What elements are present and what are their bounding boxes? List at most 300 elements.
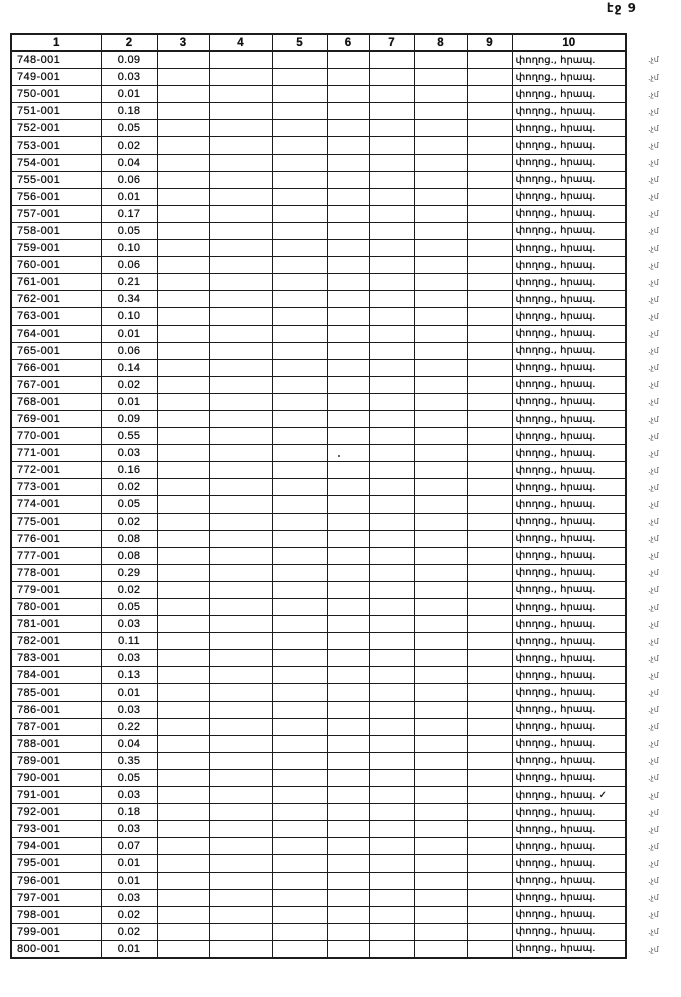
empty-cell bbox=[414, 69, 467, 86]
street-note-cell: փողոց., հրապ. bbox=[512, 564, 626, 581]
empty-cell bbox=[414, 530, 467, 547]
table-row bbox=[11, 650, 680, 667]
empty-cell bbox=[272, 684, 327, 701]
table-row bbox=[11, 274, 680, 291]
table-row bbox=[11, 188, 680, 205]
empty-cell bbox=[157, 940, 209, 958]
empty-cell bbox=[272, 581, 327, 598]
empty-cell bbox=[467, 838, 512, 855]
empty-cell bbox=[272, 787, 327, 804]
empty-cell bbox=[327, 889, 369, 906]
empty-cell bbox=[327, 257, 369, 274]
street-note-cell: փողոց., հրապ. bbox=[512, 103, 626, 120]
street-note-cell: փողոց., հրապ. bbox=[512, 240, 626, 257]
table-row bbox=[11, 718, 680, 735]
street-note-cell: փողոց., հրապ. bbox=[512, 616, 626, 633]
row-id-cell: 796-001 bbox=[11, 872, 101, 889]
table-row bbox=[11, 547, 680, 564]
empty-cell bbox=[327, 581, 369, 598]
value-cell: 0.03 bbox=[101, 445, 157, 462]
empty-cell bbox=[327, 667, 369, 684]
street-note-cell: փողոց., հրապ. bbox=[512, 291, 626, 308]
empty-cell bbox=[157, 599, 209, 616]
empty-cell bbox=[157, 154, 209, 171]
empty-cell bbox=[272, 906, 327, 923]
empty-cell bbox=[369, 342, 414, 359]
empty-cell bbox=[157, 513, 209, 530]
row-id-cell: 780-001 bbox=[11, 599, 101, 616]
street-note-cell: փողոց., հրապ. bbox=[512, 154, 626, 171]
empty-cell bbox=[272, 137, 327, 154]
empty-cell bbox=[327, 769, 369, 786]
empty-cell bbox=[327, 496, 369, 513]
margin-note: .չմ bbox=[648, 465, 659, 475]
street-note-cell: փողոց., հրապ. bbox=[512, 513, 626, 530]
empty-cell bbox=[209, 137, 272, 154]
empty-cell bbox=[369, 291, 414, 308]
value-cell: 0.01 bbox=[101, 940, 157, 958]
table-row bbox=[11, 103, 680, 120]
empty-cell bbox=[467, 188, 512, 205]
empty-cell bbox=[157, 872, 209, 889]
margin-note: .չմ bbox=[648, 790, 659, 800]
row-id-cell: 793-001 bbox=[11, 821, 101, 838]
empty-cell bbox=[209, 86, 272, 103]
row-id-cell: 763-001 bbox=[11, 308, 101, 325]
table-row bbox=[11, 69, 680, 86]
value-cell: 0.02 bbox=[101, 906, 157, 923]
empty-cell bbox=[272, 274, 327, 291]
table-row bbox=[11, 940, 680, 958]
margin-note: .չմ bbox=[648, 55, 659, 65]
empty-cell bbox=[327, 410, 369, 427]
street-note-cell: փողոց., հրապ. bbox=[512, 325, 626, 342]
street-note-cell: փողոց., հրապ. bbox=[512, 752, 626, 769]
empty-cell bbox=[327, 923, 369, 940]
empty-cell bbox=[272, 222, 327, 239]
empty-cell bbox=[369, 616, 414, 633]
table-row bbox=[11, 154, 680, 171]
empty-cell bbox=[369, 103, 414, 120]
row-id-cell: 769-001 bbox=[11, 410, 101, 427]
empty-cell bbox=[327, 804, 369, 821]
empty-cell bbox=[369, 308, 414, 325]
row-id-cell: 765-001 bbox=[11, 342, 101, 359]
empty-cell bbox=[209, 787, 272, 804]
value-cell: 0.01 bbox=[101, 86, 157, 103]
empty-cell bbox=[369, 120, 414, 137]
empty-cell bbox=[272, 393, 327, 410]
empty-cell bbox=[327, 872, 369, 889]
row-id-cell: 779-001 bbox=[11, 581, 101, 598]
table-row bbox=[11, 137, 680, 154]
table-row bbox=[11, 667, 680, 684]
empty-cell bbox=[209, 291, 272, 308]
empty-cell bbox=[157, 752, 209, 769]
empty-cell bbox=[414, 701, 467, 718]
value-cell: 0.16 bbox=[101, 462, 157, 479]
empty-cell bbox=[272, 86, 327, 103]
margin-note: .չմ bbox=[648, 397, 659, 407]
empty-cell bbox=[414, 410, 467, 427]
empty-cell bbox=[327, 650, 369, 667]
table-row bbox=[11, 291, 680, 308]
margin-note: .չմ bbox=[648, 636, 659, 646]
empty-cell bbox=[467, 906, 512, 923]
value-cell: 0.05 bbox=[101, 222, 157, 239]
street-note-cell: փողոց., հրապ. bbox=[512, 137, 626, 154]
value-cell: 0.35 bbox=[101, 752, 157, 769]
empty-cell bbox=[209, 769, 272, 786]
empty-cell bbox=[467, 103, 512, 120]
empty-cell bbox=[369, 257, 414, 274]
empty-cell bbox=[272, 530, 327, 547]
empty-cell bbox=[414, 154, 467, 171]
margin-spacer bbox=[626, 34, 680, 51]
value-cell: 0.08 bbox=[101, 547, 157, 564]
empty-cell bbox=[327, 308, 369, 325]
value-cell: 0.11 bbox=[101, 633, 157, 650]
street-note-cell: փողոց., հրապ. bbox=[512, 86, 626, 103]
empty-cell bbox=[467, 222, 512, 239]
margin-note: .չմ bbox=[648, 602, 659, 612]
margin-note: .չմ bbox=[648, 619, 659, 629]
empty-cell bbox=[369, 86, 414, 103]
empty-cell bbox=[414, 205, 467, 222]
header-row bbox=[11, 34, 680, 51]
empty-cell bbox=[157, 650, 209, 667]
empty-cell bbox=[272, 171, 327, 188]
empty-cell bbox=[327, 325, 369, 342]
empty-cell bbox=[209, 906, 272, 923]
value-cell: 0.03 bbox=[101, 889, 157, 906]
empty-cell bbox=[157, 701, 209, 718]
margin-note: .չմ bbox=[648, 944, 659, 954]
empty-cell bbox=[272, 479, 327, 496]
margin-note: .չմ bbox=[648, 893, 659, 903]
value-cell: 0.01 bbox=[101, 393, 157, 410]
empty-cell bbox=[272, 359, 327, 376]
value-cell: 0.01 bbox=[101, 855, 157, 872]
margin-note: .չմ bbox=[648, 824, 659, 834]
street-note-cell: փողոց., հրապ. bbox=[512, 855, 626, 872]
street-note-cell: փողոց., հրապ. bbox=[512, 581, 626, 598]
empty-cell bbox=[327, 752, 369, 769]
empty-cell bbox=[414, 462, 467, 479]
empty-cell bbox=[157, 222, 209, 239]
value-cell: 0.21 bbox=[101, 274, 157, 291]
empty-cell bbox=[157, 410, 209, 427]
value-cell: 0.55 bbox=[101, 428, 157, 445]
street-note-cell: փողոց., հրապ. bbox=[512, 804, 626, 821]
row-id-cell: 755-001 bbox=[11, 171, 101, 188]
empty-cell bbox=[414, 821, 467, 838]
empty-cell bbox=[467, 240, 512, 257]
empty-cell bbox=[157, 479, 209, 496]
row-id-cell: 774-001 bbox=[11, 496, 101, 513]
row-id-cell: 776-001 bbox=[11, 530, 101, 547]
empty-cell bbox=[369, 154, 414, 171]
table-row bbox=[11, 410, 680, 427]
value-cell: 0.07 bbox=[101, 838, 157, 855]
margin-note: .չմ bbox=[648, 534, 659, 544]
empty-cell bbox=[272, 616, 327, 633]
street-note-cell: փողոց., հրապ. bbox=[512, 410, 626, 427]
table-row bbox=[11, 838, 680, 855]
street-note-cell: փողոց., հրապ. bbox=[512, 342, 626, 359]
margin-note: .չմ bbox=[648, 175, 659, 185]
empty-cell bbox=[414, 633, 467, 650]
value-cell: 0.08 bbox=[101, 530, 157, 547]
empty-cell bbox=[467, 205, 512, 222]
margin-note: .չմ bbox=[648, 585, 659, 595]
empty-cell bbox=[209, 51, 272, 69]
empty-cell bbox=[209, 752, 272, 769]
empty-cell bbox=[414, 222, 467, 239]
empty-cell bbox=[209, 462, 272, 479]
empty-cell bbox=[327, 376, 369, 393]
row-id-cell: 799-001 bbox=[11, 923, 101, 940]
empty-cell bbox=[467, 564, 512, 581]
empty-cell bbox=[157, 188, 209, 205]
empty-cell bbox=[209, 684, 272, 701]
empty-cell bbox=[414, 428, 467, 445]
value-cell: 0.09 bbox=[101, 51, 157, 69]
row-id-cell: 792-001 bbox=[11, 804, 101, 821]
empty-cell bbox=[467, 120, 512, 137]
empty-cell bbox=[369, 735, 414, 752]
empty-cell bbox=[467, 616, 512, 633]
row-id-cell: 762-001 bbox=[11, 291, 101, 308]
empty-cell bbox=[209, 188, 272, 205]
margin-note: .չմ bbox=[648, 910, 659, 920]
empty-cell bbox=[272, 496, 327, 513]
table-row bbox=[11, 701, 680, 718]
col-header-8: 8 bbox=[414, 34, 467, 51]
empty-cell bbox=[209, 342, 272, 359]
col-header-3: 3 bbox=[157, 34, 209, 51]
row-id-cell: 751-001 bbox=[11, 103, 101, 120]
empty-cell bbox=[327, 359, 369, 376]
value-cell: 0.06 bbox=[101, 171, 157, 188]
empty-cell bbox=[157, 69, 209, 86]
empty-cell bbox=[209, 667, 272, 684]
empty-cell bbox=[467, 530, 512, 547]
row-id-cell: 770-001 bbox=[11, 428, 101, 445]
table-row bbox=[11, 171, 680, 188]
empty-cell bbox=[414, 684, 467, 701]
empty-cell bbox=[327, 393, 369, 410]
empty-cell bbox=[369, 769, 414, 786]
table-row bbox=[11, 513, 680, 530]
table-row bbox=[11, 530, 680, 547]
street-note-cell: փողոց., հրապ. bbox=[512, 633, 626, 650]
empty-cell bbox=[209, 872, 272, 889]
empty-cell bbox=[157, 137, 209, 154]
empty-cell bbox=[327, 616, 369, 633]
empty-cell bbox=[414, 257, 467, 274]
table-row bbox=[11, 479, 680, 496]
value-cell: 0.13 bbox=[101, 667, 157, 684]
street-note-cell: փողոց., հրապ. bbox=[512, 445, 626, 462]
empty-cell bbox=[157, 581, 209, 598]
empty-cell bbox=[327, 240, 369, 257]
value-cell: 0.04 bbox=[101, 154, 157, 171]
margin-note: .չմ bbox=[648, 858, 659, 868]
empty-cell bbox=[209, 308, 272, 325]
value-cell: 0.14 bbox=[101, 359, 157, 376]
empty-cell bbox=[157, 838, 209, 855]
margin-note: .չմ bbox=[648, 482, 659, 492]
table-row bbox=[11, 872, 680, 889]
empty-cell bbox=[157, 547, 209, 564]
empty-cell bbox=[369, 274, 414, 291]
empty-cell bbox=[414, 752, 467, 769]
empty-cell bbox=[272, 428, 327, 445]
street-note-cell: փողոց., հրապ. bbox=[512, 906, 626, 923]
street-note-cell: փողոց., հրապ. bbox=[512, 479, 626, 496]
row-id-cell: 761-001 bbox=[11, 274, 101, 291]
street-note-cell: փողոց., հրապ. bbox=[512, 889, 626, 906]
empty-cell bbox=[157, 171, 209, 188]
value-cell: 0.05 bbox=[101, 769, 157, 786]
empty-cell bbox=[467, 376, 512, 393]
empty-cell bbox=[369, 51, 414, 69]
empty-cell bbox=[209, 393, 272, 410]
empty-cell bbox=[369, 855, 414, 872]
empty-cell bbox=[157, 342, 209, 359]
empty-cell bbox=[157, 530, 209, 547]
empty-cell bbox=[369, 530, 414, 547]
value-cell: 0.01 bbox=[101, 325, 157, 342]
row-id-cell: 748-001 bbox=[11, 51, 101, 69]
empty-cell bbox=[369, 752, 414, 769]
empty-cell bbox=[157, 428, 209, 445]
empty-cell bbox=[327, 154, 369, 171]
empty-cell bbox=[157, 633, 209, 650]
empty-cell bbox=[467, 462, 512, 479]
empty-cell bbox=[369, 599, 414, 616]
empty-cell bbox=[327, 513, 369, 530]
col-header-10: 10 bbox=[512, 34, 626, 51]
empty-cell bbox=[272, 701, 327, 718]
empty-cell bbox=[272, 923, 327, 940]
table-row bbox=[11, 308, 680, 325]
empty-cell bbox=[209, 69, 272, 86]
empty-cell bbox=[369, 701, 414, 718]
scan-speck bbox=[338, 455, 340, 457]
empty-cell bbox=[369, 479, 414, 496]
table-row bbox=[11, 376, 680, 393]
empty-cell bbox=[467, 69, 512, 86]
row-id-cell: 785-001 bbox=[11, 684, 101, 701]
empty-cell bbox=[157, 120, 209, 137]
row-id-cell: 754-001 bbox=[11, 154, 101, 171]
empty-cell bbox=[209, 633, 272, 650]
value-cell: 0.01 bbox=[101, 188, 157, 205]
empty-cell bbox=[157, 445, 209, 462]
empty-cell bbox=[157, 496, 209, 513]
empty-cell bbox=[272, 445, 327, 462]
street-note-cell: փողոց., հրապ. bbox=[512, 667, 626, 684]
row-id-cell: 798-001 bbox=[11, 906, 101, 923]
empty-cell bbox=[272, 308, 327, 325]
margin-note: .չմ bbox=[648, 226, 659, 236]
row-id-cell: 775-001 bbox=[11, 513, 101, 530]
value-cell: 0.03 bbox=[101, 650, 157, 667]
empty-cell bbox=[414, 393, 467, 410]
street-note-cell: փողոց., հրապ. bbox=[512, 684, 626, 701]
table-row bbox=[11, 496, 680, 513]
empty-cell bbox=[327, 51, 369, 69]
street-note-cell: փողոց., հրապ. bbox=[512, 257, 626, 274]
empty-cell bbox=[467, 428, 512, 445]
empty-cell bbox=[327, 428, 369, 445]
street-note-cell: փողոց., հրապ. bbox=[512, 821, 626, 838]
empty-cell bbox=[157, 906, 209, 923]
empty-cell bbox=[369, 650, 414, 667]
empty-cell bbox=[327, 684, 369, 701]
empty-cell bbox=[369, 188, 414, 205]
empty-cell bbox=[327, 906, 369, 923]
empty-cell bbox=[414, 838, 467, 855]
table-row bbox=[11, 222, 680, 239]
empty-cell bbox=[414, 718, 467, 735]
value-cell: 0.03 bbox=[101, 701, 157, 718]
empty-cell bbox=[414, 445, 467, 462]
empty-cell bbox=[327, 735, 369, 752]
empty-cell bbox=[467, 547, 512, 564]
value-cell: 0.18 bbox=[101, 103, 157, 120]
margin-note: .չմ bbox=[648, 551, 659, 561]
table-row bbox=[11, 906, 680, 923]
empty-cell bbox=[414, 342, 467, 359]
empty-cell bbox=[467, 650, 512, 667]
table-row bbox=[11, 240, 680, 257]
empty-cell bbox=[272, 154, 327, 171]
empty-cell bbox=[369, 462, 414, 479]
empty-cell bbox=[272, 633, 327, 650]
empty-cell bbox=[209, 530, 272, 547]
margin-note: .չմ bbox=[648, 876, 659, 886]
empty-cell bbox=[157, 923, 209, 940]
empty-cell bbox=[272, 940, 327, 958]
row-id-cell: 767-001 bbox=[11, 376, 101, 393]
value-cell: 0.17 bbox=[101, 205, 157, 222]
empty-cell bbox=[369, 787, 414, 804]
empty-cell bbox=[369, 496, 414, 513]
empty-cell bbox=[157, 787, 209, 804]
margin-note: .չմ bbox=[648, 670, 659, 680]
empty-cell bbox=[467, 445, 512, 462]
empty-cell bbox=[414, 513, 467, 530]
empty-cell bbox=[272, 410, 327, 427]
empty-cell bbox=[369, 222, 414, 239]
empty-cell bbox=[157, 308, 209, 325]
row-id-cell: 783-001 bbox=[11, 650, 101, 667]
empty-cell bbox=[467, 889, 512, 906]
empty-cell bbox=[272, 889, 327, 906]
empty-cell bbox=[272, 51, 327, 69]
street-note-cell: փողոց., հրապ. bbox=[512, 701, 626, 718]
empty-cell bbox=[467, 291, 512, 308]
street-note-cell: փողոց., հրապ. bbox=[512, 547, 626, 564]
empty-cell bbox=[467, 257, 512, 274]
empty-cell bbox=[209, 171, 272, 188]
street-note-cell: փողոց., հրապ. bbox=[512, 462, 626, 479]
table-row bbox=[11, 120, 680, 137]
empty-cell bbox=[327, 291, 369, 308]
